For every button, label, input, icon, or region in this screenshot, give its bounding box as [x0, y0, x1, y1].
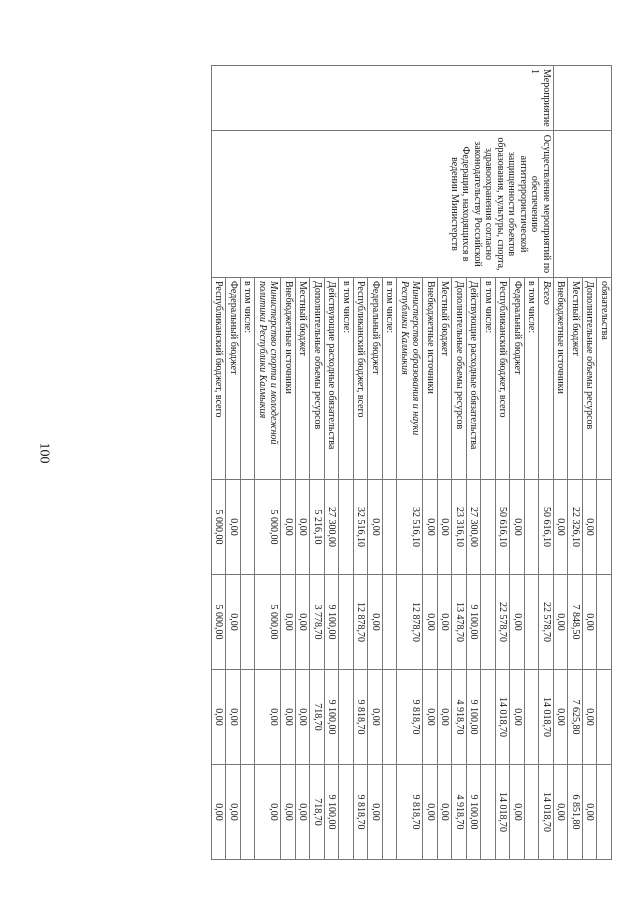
value-cell: 9 100,00	[325, 765, 340, 860]
value-cell	[597, 670, 612, 765]
value-cell: 0,00	[255, 670, 281, 765]
value-cell: 0,00	[423, 480, 438, 575]
value-cell: 9 818,70	[354, 765, 369, 860]
value-cell: 27 300,00	[467, 480, 482, 575]
event-label-cell: Мероприятие 1	[212, 66, 554, 131]
value-cell: 0,00	[510, 575, 525, 670]
rotated-table-container	[75, 65, 612, 859]
value-cell: 14 018,70	[539, 765, 554, 860]
value-cell: 0,00	[554, 765, 569, 860]
value-cell: 9 100,00	[467, 670, 482, 765]
value-cell: 13 478,70	[452, 575, 467, 670]
value-cell	[241, 765, 256, 860]
value-cell: 3 778,70	[310, 575, 325, 670]
value-cell: 0,00	[438, 575, 453, 670]
value-cell: 0,00	[583, 765, 598, 860]
value-cell: 12 878,70	[354, 575, 369, 670]
value-cell: 0,00	[583, 670, 598, 765]
value-cell: 9 100,00	[325, 575, 340, 670]
value-cell: 0,00	[554, 670, 569, 765]
value-cell: 5 000,00	[255, 575, 281, 670]
row-label: в том числе:	[525, 278, 540, 480]
value-cell: 0,00	[554, 575, 569, 670]
value-cell: 7 848,50	[568, 575, 583, 670]
row-label: Министерство образования и науки Республики Калмыкия	[397, 278, 423, 480]
row-label: в том числе:	[383, 278, 398, 480]
row-label: Федеральный бюджет	[368, 278, 383, 480]
row-label: Федеральный бюджет	[510, 278, 525, 480]
value-cell	[525, 670, 540, 765]
value-cell: 0,00	[438, 670, 453, 765]
value-cell: 0,00	[510, 670, 525, 765]
value-cell: 50 616,10	[496, 480, 511, 575]
value-cell: 0,00	[368, 670, 383, 765]
value-cell: 14 018,70	[496, 765, 511, 860]
value-cell	[597, 765, 612, 860]
value-cell: 0,00	[296, 670, 311, 765]
value-cell	[525, 765, 540, 860]
row-label: Местный бюджет	[296, 278, 311, 480]
value-cell	[241, 575, 256, 670]
value-cell: 5 216,10	[310, 480, 325, 575]
row-label: обязательства	[597, 278, 612, 480]
table-row	[539, 66, 554, 860]
value-cell	[383, 480, 398, 575]
value-cell: 0,00	[583, 575, 598, 670]
value-cell: 0,00	[226, 765, 241, 860]
value-cell: 0,00	[423, 765, 438, 860]
value-cell: 27 300,00	[325, 480, 340, 575]
row-label: Республиканский бюджет, всего	[354, 278, 369, 480]
row-label: Внебюджетные источники	[281, 278, 296, 480]
value-cell: 9 100,00	[467, 575, 482, 670]
value-cell: 23 316,10	[452, 480, 467, 575]
row-label: Республиканский бюджет, всего	[212, 278, 227, 480]
value-cell: 0,00	[510, 765, 525, 860]
value-cell: 0,00	[281, 765, 296, 860]
value-cell: 5 000,00	[255, 480, 281, 575]
value-cell: 14 018,70	[539, 670, 554, 765]
value-cell	[383, 575, 398, 670]
value-cell	[597, 575, 612, 670]
row-label: Внебюджетные источники	[554, 278, 569, 480]
row-label: Дополнительные объемы ресурсов	[583, 278, 598, 480]
value-cell	[481, 480, 496, 575]
value-cell: 0,00	[296, 765, 311, 860]
value-cell: 22 578,70	[539, 575, 554, 670]
event-description-cell	[554, 131, 612, 278]
value-cell: 0,00	[554, 480, 569, 575]
row-label: Федеральный бюджет	[226, 278, 241, 480]
row-label: Дополнительные объемы ресурсов	[452, 278, 467, 480]
row-label: Республиканский бюджет, всего	[496, 278, 511, 480]
row-label: Местный бюджет	[568, 278, 583, 480]
value-cell	[481, 670, 496, 765]
value-cell: 0,00	[281, 480, 296, 575]
value-cell: 14 018,70	[496, 670, 511, 765]
row-label: Внебюджетные источники	[423, 278, 438, 480]
value-cell: 6 851,80	[568, 765, 583, 860]
value-cell: 0,00	[255, 765, 281, 860]
value-cell	[339, 575, 354, 670]
value-cell: 0,00	[438, 765, 453, 860]
value-cell: 0,00	[281, 670, 296, 765]
value-cell: 12 878,70	[397, 575, 423, 670]
value-cell: 4 918,70	[452, 670, 467, 765]
value-cell: 0,00	[438, 480, 453, 575]
value-cell: 32 516,10	[397, 480, 423, 575]
value-cell: 0,00	[583, 480, 598, 575]
row-label: в том числе:	[481, 278, 496, 480]
value-cell: 0,00	[510, 480, 525, 575]
table-row	[597, 66, 612, 860]
row-label: Действующие расходные обязательства	[325, 278, 340, 480]
value-cell	[241, 670, 256, 765]
budget-table	[211, 65, 612, 860]
value-cell: 9 818,70	[397, 670, 423, 765]
value-cell: 0,00	[296, 480, 311, 575]
value-cell: 0,00	[212, 670, 227, 765]
value-cell: 0,00	[423, 670, 438, 765]
value-cell	[597, 480, 612, 575]
value-cell: 0,00	[368, 575, 383, 670]
value-cell: 0,00	[423, 575, 438, 670]
event-description-cell: Осуществление мероприятий по обеспечению антитеррористической защищенности объектов образования, культуры, спорта, здравоохранения согласно законодательству Российской Федерации, находящихся в ведении Министерств	[212, 131, 554, 278]
value-cell: 22 578,70	[496, 575, 511, 670]
value-cell	[339, 765, 354, 860]
value-cell: 718,70	[310, 765, 325, 860]
value-cell: 32 516,10	[354, 480, 369, 575]
value-cell: 50 616,10	[539, 480, 554, 575]
value-cell: 0,00	[212, 765, 227, 860]
value-cell: 0,00	[226, 480, 241, 575]
value-cell: 718,70	[310, 670, 325, 765]
row-label: Действующие расходные обязательства	[467, 278, 482, 480]
budget-table-body	[212, 66, 612, 860]
value-cell: 9 818,70	[354, 670, 369, 765]
value-cell	[481, 575, 496, 670]
value-cell	[339, 670, 354, 765]
value-cell: 9 100,00	[467, 765, 482, 860]
row-label: Местный бюджет	[438, 278, 453, 480]
value-cell: 0,00	[281, 575, 296, 670]
value-cell: 5 000,00	[212, 575, 227, 670]
value-cell: 22 326,10	[568, 480, 583, 575]
value-cell	[525, 575, 540, 670]
row-label: Всего	[539, 278, 554, 480]
value-cell: 5 000,00	[212, 480, 227, 575]
value-cell	[383, 765, 398, 860]
value-cell: 9 100,00	[325, 670, 340, 765]
row-label: в том числе:	[339, 278, 354, 480]
value-cell	[383, 670, 398, 765]
value-cell: 0,00	[226, 575, 241, 670]
row-label: Дополнительные объемы ресурсов	[310, 278, 325, 480]
value-cell: 4 918,70	[452, 765, 467, 860]
page-number: 100	[36, 442, 52, 464]
value-cell	[525, 480, 540, 575]
value-cell: 0,00	[226, 670, 241, 765]
value-cell: 0,00	[368, 480, 383, 575]
event-label-cell	[554, 66, 612, 131]
row-label: Министерство спорта и молодежной политики Республики Калмыкия	[255, 278, 281, 480]
value-cell: 9 818,70	[397, 765, 423, 860]
value-cell: 7 625,80	[568, 670, 583, 765]
value-cell: 0,00	[296, 575, 311, 670]
value-cell: 0,00	[368, 765, 383, 860]
value-cell	[241, 480, 256, 575]
row-label: в том числе:	[241, 278, 256, 480]
value-cell	[481, 765, 496, 860]
value-cell	[339, 480, 354, 575]
